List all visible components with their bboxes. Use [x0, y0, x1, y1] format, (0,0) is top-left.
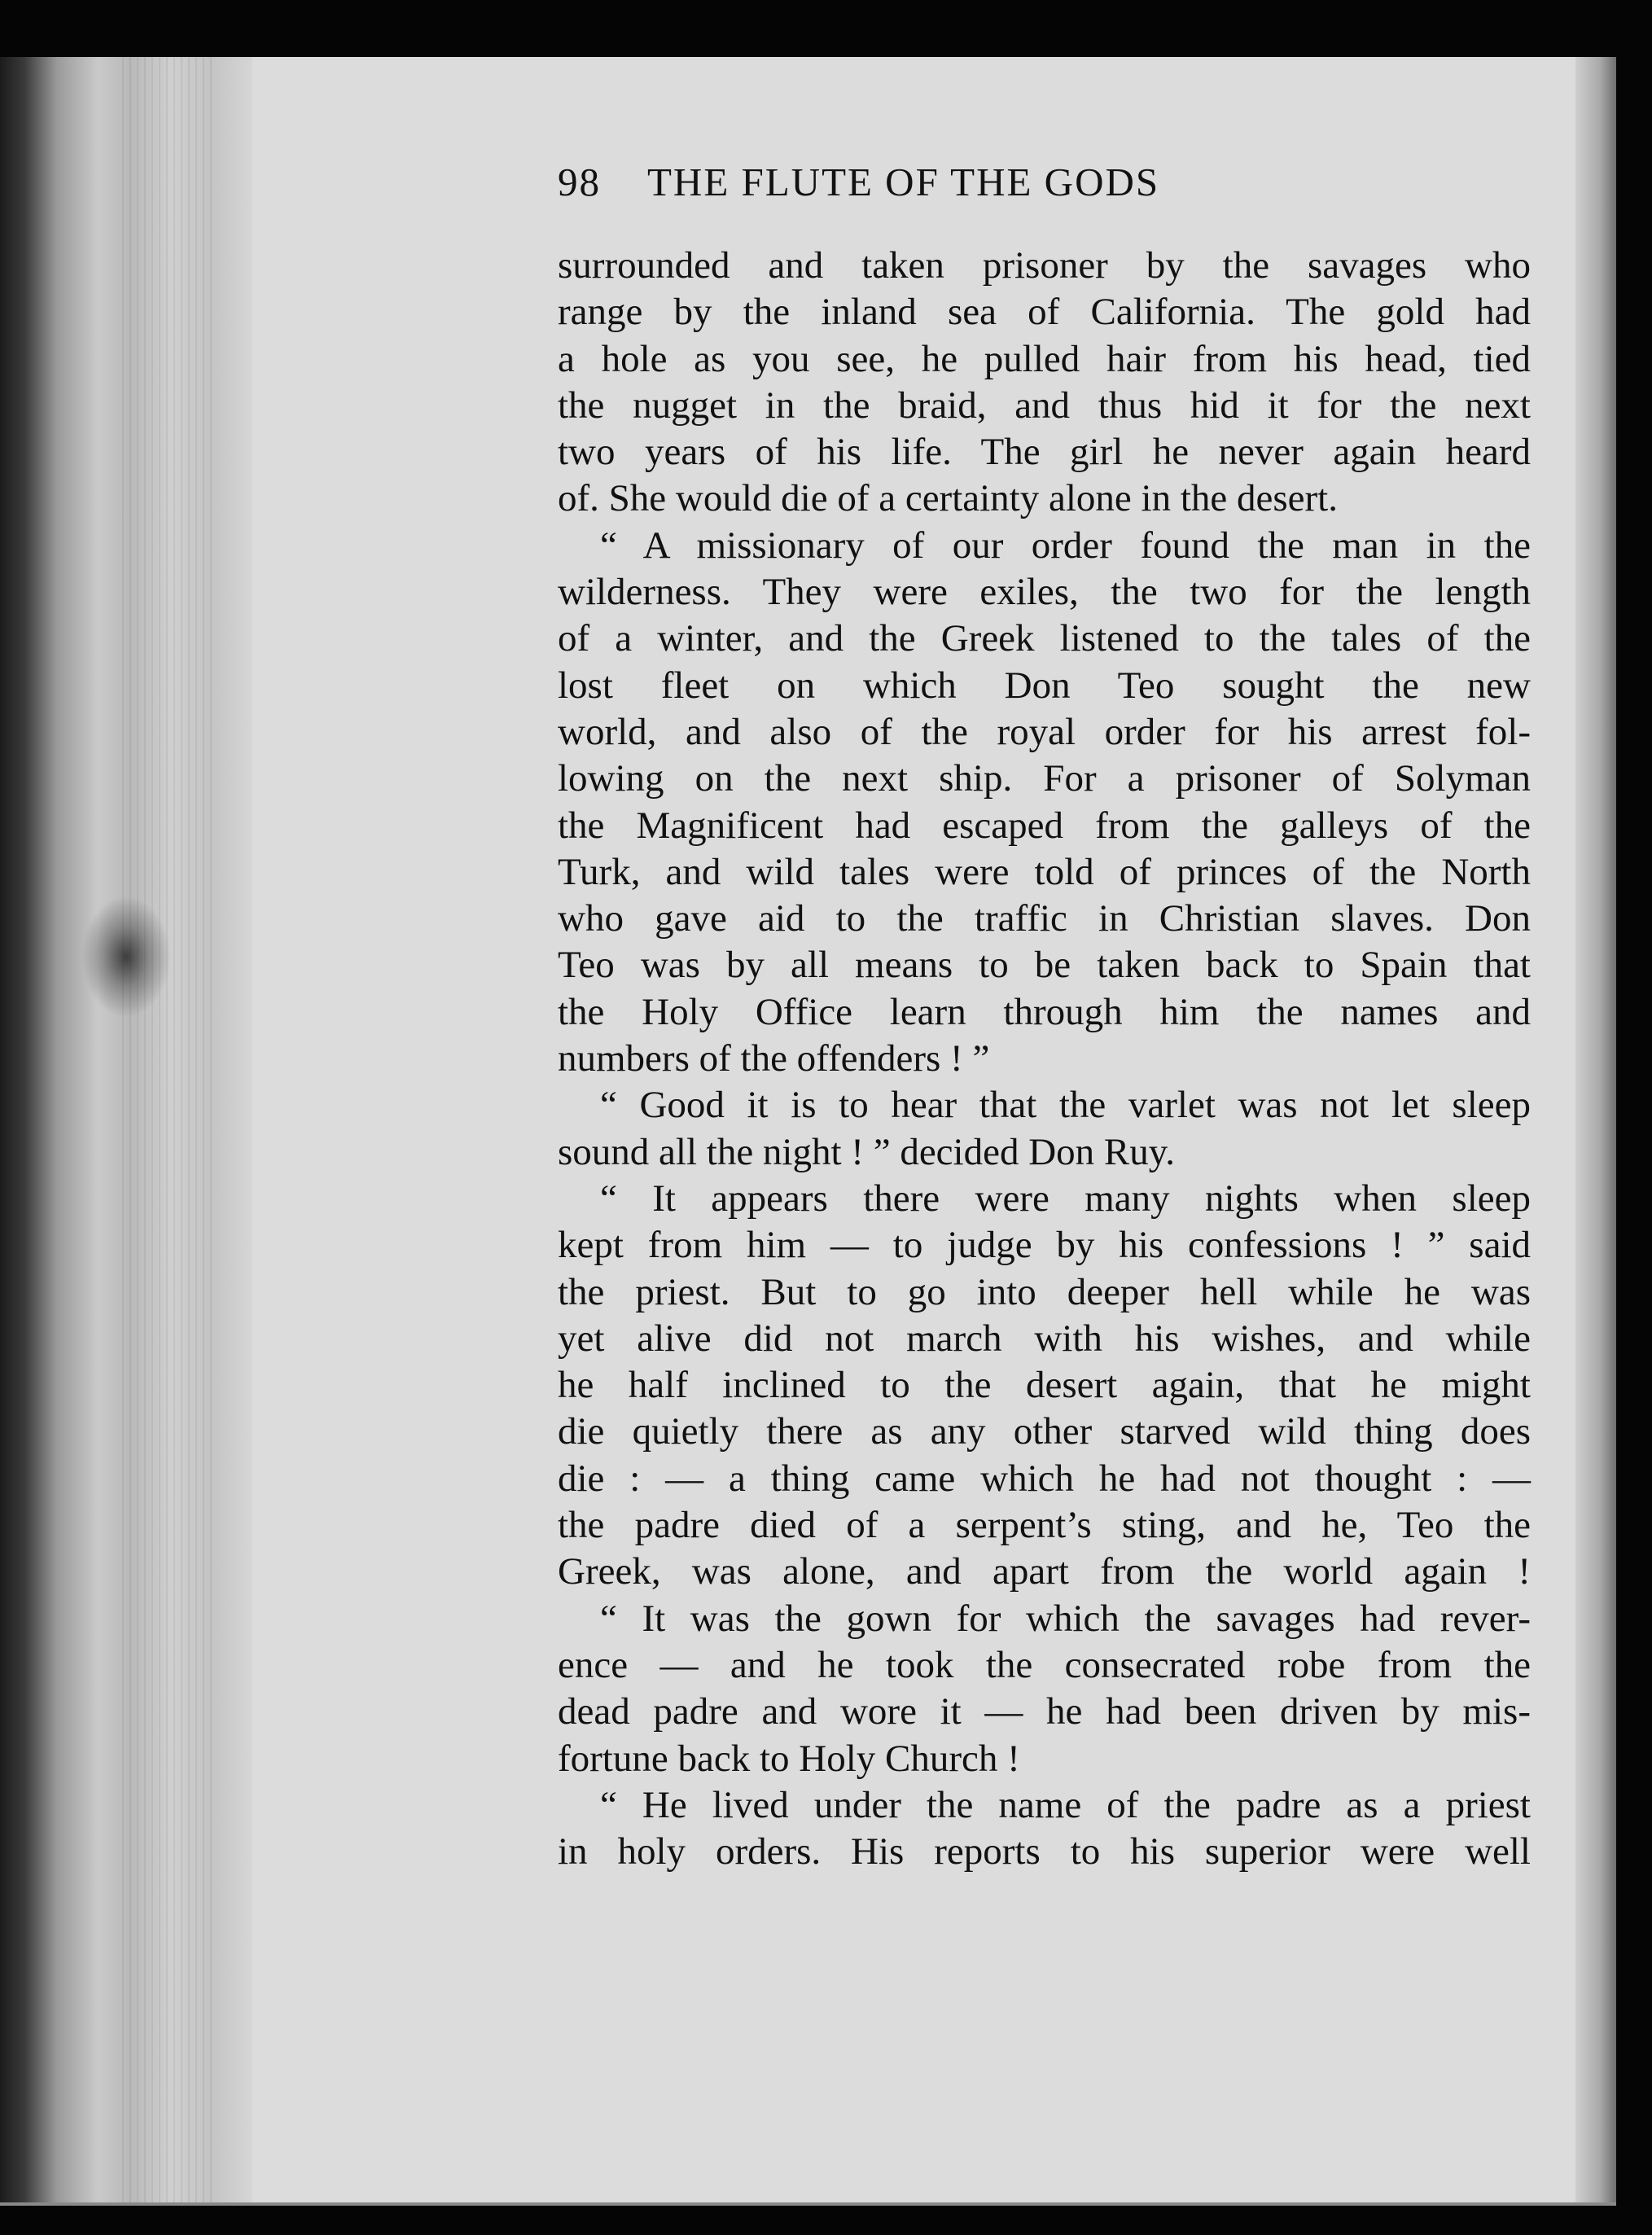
text-line: yet alive did not march with his wishes, and while [558, 1317, 1531, 1360]
text-line: wilderness. They were exiles, the two for the length [558, 571, 1531, 614]
text-line: the priest. But to go into deeper hell while he was [558, 1270, 1531, 1313]
text-line: Teo was by all means to be taken back to Spain that [558, 944, 1531, 987]
text-line: surrounded and taken prisoner by the savages who [558, 244, 1531, 287]
text-line: “ It was the gown for which the savages had rever- [600, 1597, 1531, 1640]
text-line: a hole as you see, he pulled hair from his head, tied [558, 337, 1531, 380]
text-line: the nugget in the braid, and thus hid it for the next [558, 383, 1531, 427]
text-line: of. She would die of a certainty alone in the desert. [558, 477, 1338, 520]
running-title: THE FLUTE OF THE GODS [647, 160, 1160, 204]
text-line: the padre died of a serpent’s sting, and he, Teo the [558, 1504, 1531, 1547]
text-line: “ A missionary of our order found the man in the [600, 524, 1531, 567]
text-line: lowing on the next ship. For a prisoner of Solyman [558, 757, 1531, 800]
text-line: Greek, was alone, and apart from the world again ! [558, 1550, 1531, 1593]
page-text-block [558, 159, 1531, 1875]
text-line: who gave aid to the traffic in Christian slaves. Don [558, 897, 1531, 940]
text-line: two years of his life. The girl he never again heard [558, 431, 1531, 474]
text-line: Turk, and wild tales were told of princes of the North [558, 850, 1531, 893]
text-line: he half inclined to the desert again, that he might [558, 1364, 1531, 1407]
text-line: dead padre and wore it — he had been driven by mis- [558, 1690, 1531, 1733]
text-line: die quietly there as any other starved wild thing does [558, 1410, 1531, 1453]
body-text [558, 243, 1531, 1875]
ink-smudge [81, 896, 171, 1018]
text-line: in holy orders. His reports to his superior were well [558, 1830, 1531, 1873]
page-number: 98 [558, 160, 601, 204]
text-line: ence — and he took the consecrated robe from the [558, 1643, 1531, 1686]
text-line: sound all the night ! ” decided Don Ruy. [558, 1130, 1175, 1173]
text-line: numbers of the offenders ! ” [558, 1037, 990, 1080]
text-line: the Magnificent had escaped from the galleys of the [558, 804, 1531, 847]
text-line: “ Good it is to hear that the varlet was not let sleep [600, 1084, 1531, 1127]
running-head [558, 159, 1531, 236]
text-line: range by the inland sea of California. The gold had [558, 291, 1531, 334]
text-line: “ He lived under the name of the padre as a priest [600, 1783, 1531, 1826]
text-line: of a winter, and the Greek listened to the tales of the [558, 617, 1531, 660]
text-line: kept from him — to judge by his confessions ! ” said [558, 1224, 1531, 1267]
text-line: the Holy Office learn through him the names and [558, 990, 1531, 1033]
text-line: lost fleet on which Don Teo sought the new [558, 664, 1531, 707]
text-line: “ It appears there were many nights when sleep [600, 1177, 1531, 1220]
text-line: die : — a thing came which he had not thought : — [558, 1457, 1531, 1500]
text-line: fortune back to Holy Church ! [558, 1737, 1020, 1780]
text-line: world, and also of the royal order for his arrest fol- [558, 710, 1531, 753]
page-edge-shadow [1575, 57, 1616, 2202]
